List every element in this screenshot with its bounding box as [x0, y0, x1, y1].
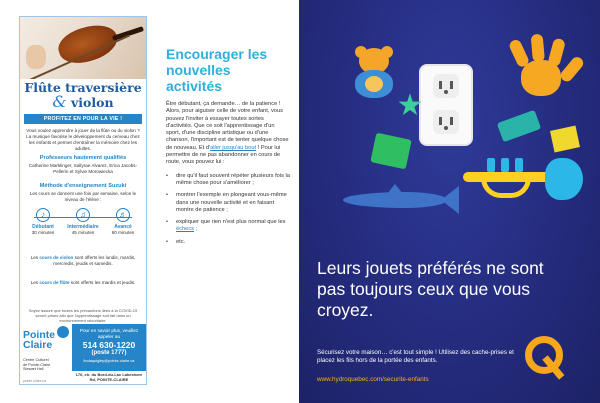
web-address[interactable]: pointe-claire.ca	[23, 379, 46, 383]
violin-highlight: cours de violon	[39, 255, 74, 260]
email-link[interactable]: lindaquigley@pointe-claire.ca	[83, 358, 135, 363]
bear-belly	[365, 76, 383, 92]
dolphin-tail	[441, 186, 459, 214]
trumpet-valve	[487, 158, 495, 172]
level-duration: 60 minutes	[111, 230, 135, 235]
music-note-icon: ♫	[76, 208, 90, 222]
socket-slot	[439, 81, 442, 89]
ad-banner: PROFITEZ EN POUR LA VIE !	[24, 114, 142, 124]
article-list	[166, 173, 290, 246]
ad-title: Flûte traversière	[24, 80, 142, 95]
violin-photo	[20, 17, 146, 79]
list-item-end: ;	[194, 226, 198, 233]
ad-title-second	[20, 92, 146, 111]
music-note-icon: ♬	[116, 208, 130, 222]
center-name	[23, 358, 50, 372]
level-beginner	[24, 208, 62, 235]
prof-names: Catherine Marklinger, Sallyrae Alvarez, Erica Jacobs-Pellerin et Sylvie Morowiecka	[28, 163, 138, 174]
star-toy-icon: ★	[396, 89, 424, 122]
level-advanced	[104, 208, 142, 235]
hydro-quebec-ad	[299, 0, 600, 403]
violin-pre: Les	[30, 255, 40, 260]
flute-post: sont offerts les mardis et jeudis.	[69, 280, 136, 285]
dolphin-toy	[343, 184, 463, 214]
address: 176, ch. du Bord-du-Lac Lakeshore Rd, POINTE-CLAIRE	[75, 372, 143, 382]
center-line-2: de Pointe-Claire	[23, 362, 51, 367]
socket-ground	[444, 90, 448, 94]
phone-number[interactable]: 514 630-1220	[82, 340, 136, 350]
electrical-outlet	[421, 66, 471, 144]
hand-rattle-toy	[505, 34, 575, 104]
green-block-toy	[370, 133, 411, 170]
level-name: Débutant	[32, 224, 54, 230]
phone-extension: (poste 1777)	[91, 350, 127, 356]
trumpet-tube	[463, 172, 555, 182]
covid-note: Soyez assuré que toutes les précautions liées à la COVID-19 seront prises afin que l'apprentissage soit fait dans un environnement sécuritaire.	[28, 308, 138, 323]
socket-slot	[450, 117, 453, 125]
prof-heading: Professeurs hautement qualifiés	[39, 155, 127, 161]
violin-post: sont offerts les lundis, mardis, mercredis, jeudis et samedis.	[53, 255, 136, 266]
level-duration: 30 minutes	[31, 230, 55, 235]
article-link[interactable]: aller jusqu'au bout	[210, 144, 257, 151]
flute-pre: Les	[30, 280, 40, 285]
socket-slot	[450, 81, 453, 89]
article-body-2: ! Pour lui permettre de ne pas abandonner en cours de route, vous pouvez lui :	[166, 144, 281, 166]
levels-row	[24, 208, 142, 246]
contact-box	[72, 324, 146, 371]
article	[166, 46, 290, 251]
logo-text	[23, 330, 55, 350]
list-item-text: expliquer que rien n'est plus normal que les	[176, 219, 286, 226]
toy-finger	[558, 55, 585, 84]
ad-footer	[20, 324, 146, 385]
article-body-1: Être débutant, ça demande… de la patience ! Alors, pour aiguiser celle de votre enfant, vous pouvez l'inviter à essayer toutes sortes d'activités. Que ce soit l'apprentissage d'un sport, d'une discipline artistique ou d'une chanson, l'important est de tenter quelque chose de nouveau. Et d'	[166, 101, 289, 151]
music-lessons-ad	[19, 16, 147, 385]
list-item: • dire qu'il faut souvent répéter plusieurs fois la même chose pour s'améliorer ;	[166, 173, 290, 188]
method-text: Les cours se donnent une fois par semaine, selon le niveau de l'élève :	[29, 191, 137, 202]
list-item: • etc.	[166, 239, 290, 246]
trumpet-bell	[545, 158, 583, 200]
call-intro: Pour en savoir plus, veuillez appeler au	[79, 328, 139, 339]
echecs-link[interactable]: échecs	[176, 226, 195, 233]
ad-subtext: Sécurisez votre maison… c'est tout simple ! Utilisez des cache-prises et placez les fils hors de la portée des enfants.	[317, 349, 514, 364]
pointe-claire-logo	[23, 326, 69, 356]
socket	[433, 110, 459, 134]
ad-title-ampersand: &	[52, 92, 67, 111]
center-line-3: Stewart Hall	[23, 367, 44, 372]
level-name: Intermédiaire	[67, 224, 99, 230]
yellow-cube-toy	[550, 126, 580, 153]
socket-ground	[444, 126, 448, 130]
teddy-bear-toy	[349, 48, 397, 100]
logo-mark-icon	[57, 326, 69, 338]
level-name: Avancé	[114, 224, 132, 230]
teal-block-toy	[497, 110, 541, 142]
list-item: • montrer l'exemple en plongeant vous-même dans une nouvelle activité et en faisant montre de patience ;	[166, 192, 290, 214]
socket-slot	[439, 117, 442, 125]
ad-headline: Leurs jouets préférés ne sont pas toujours ceux que vous croyez.	[317, 258, 544, 320]
trumpet-valve	[515, 158, 523, 172]
flute-schedule	[24, 280, 142, 286]
hydro-quebec-logo-icon	[521, 332, 573, 384]
toy-palm	[521, 60, 561, 96]
list-item	[166, 219, 290, 234]
center-line-1: Centre Culturel	[23, 358, 49, 362]
ad-title-violon: violon	[71, 95, 114, 110]
article-body	[166, 101, 290, 167]
flute-highlight: cours de flûte	[39, 280, 70, 285]
level-duration: 45 minutes	[71, 230, 95, 235]
violin-schedule	[24, 255, 142, 267]
method-heading: Méthode d'enseignement Suzuki	[39, 183, 127, 189]
ad-url[interactable]: www.hydroquebec.com/securite-enfants	[317, 376, 429, 383]
article-title: Encourager les nouvelles activités	[166, 46, 268, 94]
logo-text-2: Claire	[23, 339, 53, 351]
trumpet-valve	[501, 158, 509, 172]
toy-finger	[531, 34, 545, 63]
violin-neck	[112, 26, 144, 41]
level-intermediate	[64, 208, 102, 235]
socket	[433, 74, 459, 98]
dolphin-body	[343, 192, 447, 208]
music-note-icon: ♪	[36, 208, 50, 222]
trumpet-toy	[459, 150, 589, 212]
hand-shape	[26, 45, 46, 69]
ad-intro: Vous voulez apprendre à jouer de la flûte ou du violon ? La musique favorise le développement du cerveau chez les enfants et permet d'entraîner la mémoire chez les adultes.	[26, 128, 140, 151]
logo-text-1: Pointe	[23, 329, 56, 341]
